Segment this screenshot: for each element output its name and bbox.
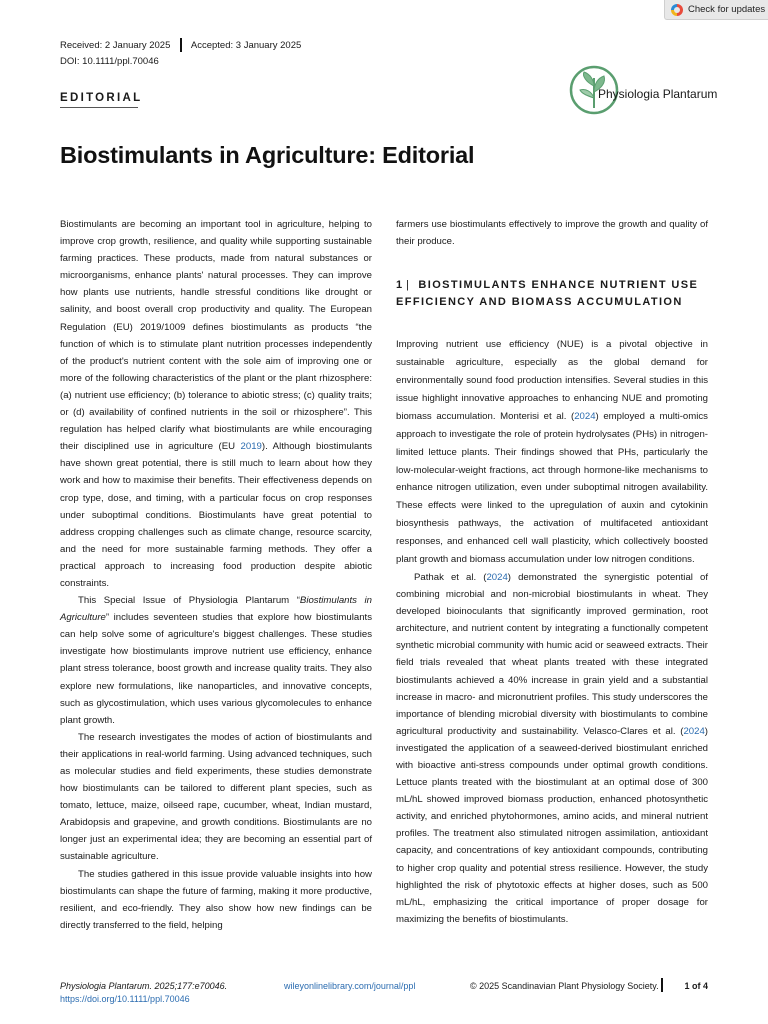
footer-copyright: © 2025 Scandinavian Plant Physiology Society.	[470, 981, 659, 991]
footer-doi-link[interactable]: https://doi.org/10.1111/ppl.70046	[60, 994, 190, 1004]
article-type-rule	[60, 107, 138, 108]
citation-link[interactable]: 2024	[683, 725, 705, 737]
paragraph: The research investigates the modes of action of biostimulants and their applications in real-world farming. Using advanced techniques, such as molecular studies and field experiments, these studies demonstrate how biostimulants can be tailored to different plant species, such as tomato, lettuce, maize, oilseed rape, cucumber, wheat, Indian mustard, Arabidopsis and grapevine, and growth conditions. Biostimulants are no longer just an experimental idea; they are becoming an essential part of sustainable agriculture.	[60, 731, 372, 863]
left-column	[60, 216, 372, 934]
article-dates	[60, 38, 301, 52]
section-heading	[396, 277, 708, 311]
article-title: Biostimulants in Agriculture: Editorial	[60, 142, 475, 168]
text-run: This Special Issue of Physiologia Plantarum “	[78, 595, 300, 607]
footer-citation-block	[60, 980, 227, 1006]
citation-link[interactable]: 2024	[486, 571, 508, 583]
paragraph	[60, 592, 372, 729]
paragraph	[396, 569, 708, 928]
check-for-updates-button[interactable]	[664, 0, 768, 20]
check-for-updates-label: Check for updates	[688, 4, 766, 15]
article-doi: DOI: 10.1111/ppl.70046	[60, 56, 159, 67]
text-run: ) investigated the application of a seaweed-derived biostimulant enriched with bioactive anti-stress compounds under optimal growth conditions. Lettuce plants treated with the biostimulant at an optimal dose of 300 mL/hL showed improved biomass production, enhanced photosynthetic activity, and enriched phytohormones, amino acids, and mineral nutrient profiles. The treatment also stimulated nitrogen assimilation, antioxidant capacity, and concentrations of key antioxidant compounds, contributing to higher crop quality and potential stress resilience. However, the study highlighted the risk of phytotoxic effects at higher doses, such as 500 mL/hL, emphasizing the critical importance of proper dosage for maximizing the benefits of biostimulants.	[396, 725, 708, 925]
crossmark-icon	[671, 4, 683, 16]
section-bar: |	[406, 279, 411, 292]
date-separator	[180, 38, 182, 52]
page-number: 1 of 4	[684, 981, 708, 991]
paragraph: The studies gathered in this issue provide valuable insights into how biostimulants can shape the future of farming, making it more productive, resilient, and eco-friendly. They also show how new findings can be directly transferred to the field, helping	[60, 868, 372, 931]
section-number: 1	[396, 279, 403, 292]
text-run: ) employed a multi-omics approach to investigate the role of protein hydrolysates (PHs) in nitrogen-limited lettuce plants. Their findings showed that PHs, particularly the low-molecular-weight fractions, act through hormone-like mechanisms to enhance nitrogen utilization, even under suboptimal nitrogen availability. These effects were linked to the upregulation of auxin and cytokinin biosynthesis pathways, the activation of multifaceted antioxidant responses, and enhanced cell wall plasticity, which collectively boosted plant growth and biomass accumulation under low nitrogen conditions.	[396, 410, 708, 566]
text-run: Pathak et al. (	[414, 571, 487, 583]
article-type-label: EDITORIAL	[60, 92, 143, 104]
paragraph	[60, 216, 372, 592]
journal-logo	[568, 64, 718, 116]
right-column	[396, 216, 708, 928]
received-date: Received: 2 January 2025	[60, 39, 171, 51]
footer-citation: Physiologia Plantarum. 2025;177:e70046.	[60, 981, 228, 991]
text-run: ). Although biostimulants have shown great potential, there is still much to learn about how they work and how to maximise their benefits. Their effectiveness depends on crop type, dose, and timing, with a particular focus on crop responses under suboptimal conditions. Biostimulants have great potential to address cropping challenges such as climate change, resource scarcity, and the need for more sustainable farming methods. They offer a practical approach to increasing food production despite abiotic constraints.	[60, 441, 373, 589]
citation-link[interactable]: 2024	[574, 410, 596, 422]
text-run: ” includes seventeen studies that explore how biostimulants can help solve some of agriculture's biggest challenges. These studies investigate how biostimulants improve nutrient use efficiency, enhance plant stress tolerance, boost growth and increase quality traits. They also explore new formulations, like nanoparticles, and innovative concepts, such as glycostimulation, which uses various glycomolecules to enhance plant growth.	[60, 612, 372, 726]
paragraph: farmers use biostimulants effectively to improve the growth and quality of their produce.	[396, 219, 708, 248]
citation-link[interactable]: 2019	[240, 441, 262, 453]
journal-name: Physiologia Plantarum	[598, 87, 718, 101]
footer-journal-link[interactable]: wileyonlinelibrary.com/journal/ppl	[284, 981, 416, 991]
text-run: Improving nutrient use efficiency (NUE) is a pivotal objective in sustainable agriculture, especially as the global demand for environmentally sound food production intensifies. Several studies in this issue highlight innovative approaches to enhancing NUE and promoting biomass accumulation. Monterisi et al. (	[396, 339, 708, 422]
text-run: Biostimulants are becoming an important tool in agriculture, helping to improve crop growth, resilience, and quality while supporting sustainable farming practices. These products, made from natural substances or microorganisms, enhance plants' natural processes. They can improve how plants use nutrients, handle stressful conditions like drought or salinity, and boost overall crop productivity and quality. The European Regulation (EU) 2019/1009 defines biostimulants as products “the function of which is to stimulate plant nutrition processes independently of the product's nutrient content with the sole aim of improving one or more of the following characteristics of the plant or the plant rhizosphere: (a) nutrient use efficiency; (b) tolerance to abiotic stress; (c) quality traits; or (d) availability of confined nutrients in the soil or rhizosphere”. This regulation has helped clarify what biostimulants are while encouraging their disciplined use in agriculture (EU	[60, 219, 372, 453]
special-issue-title: Biostimulants in Agriculture	[60, 595, 373, 624]
footer-separator	[661, 978, 663, 992]
section-title: BIOSTIMULANTS ENHANCE NUTRIENT USE EFFICIENCY AND BIOMASS ACCUMULATION	[396, 279, 699, 309]
text-run: ) demonstrated the synergistic potential of combining microbial and non-microbial biostimulants in wheat. They developed bioinoculants that significantly improved germination, root architecture, and nutrient content by integrating a functionally competent synthetic microbial community with humic acid or seaweed extracts. Their field trials revealed that wheat plants treated with these integrated biostimulants achieved a 40% increase in grain yield and a substantial increase in macro- and micronutrient profiles. This study underscores the importance of blending microbial diversity with biostimulants to combine agricultural productivity and sustainability. Velasco-Clares et al. (	[396, 571, 708, 737]
accepted-date: Accepted: 3 January 2025	[190, 39, 302, 51]
paragraph	[396, 336, 708, 569]
